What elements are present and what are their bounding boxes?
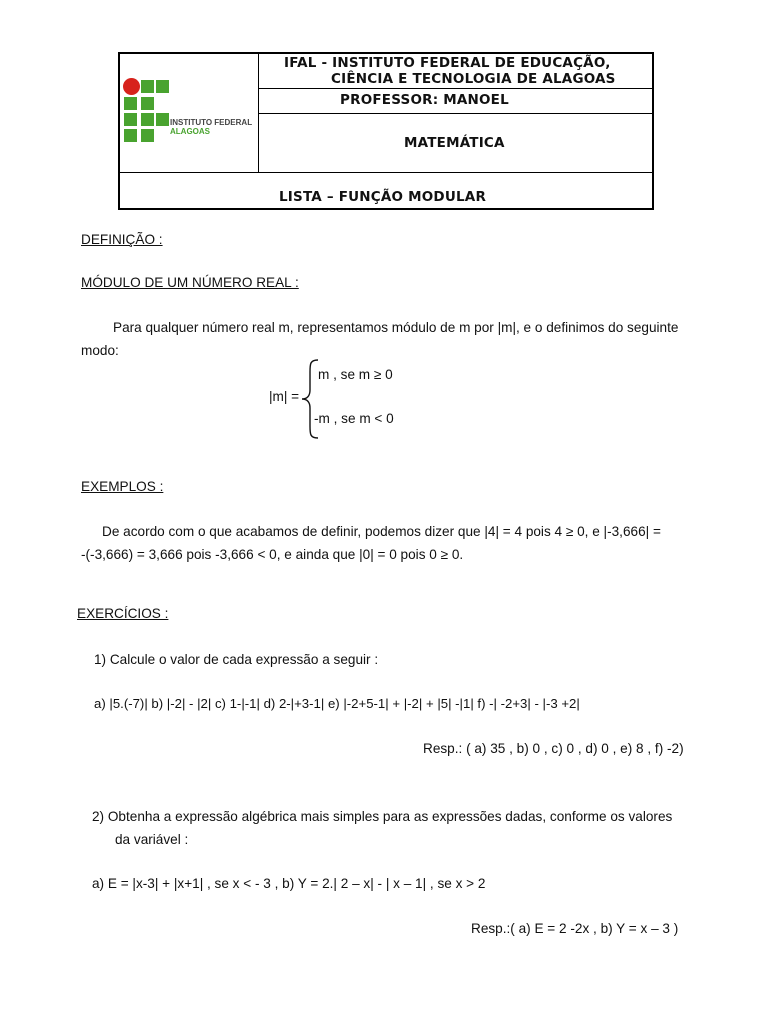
logo-square (156, 113, 169, 126)
list-title-cell (120, 173, 652, 208)
institute-name-line2: CIÊNCIA E TECNOLOGIA DE ALAGOAS (331, 71, 616, 87)
exercises-heading: EXERCÍCIOS : (77, 606, 169, 621)
module-heading: MÓDULO DE UM NÚMERO REAL : (81, 275, 299, 290)
list-title: LISTA – FUNÇÃO MODULAR (279, 189, 487, 205)
exercise1-answer: Resp.: ( a) 35 , b) 0 , c) 0 , d) 0 , e) 8 , f) -2) (423, 741, 684, 756)
exercise1-items: a) |5.(-7)| b) |-2| - |2| c) 1-|-1| d) 2-|+3-1| e) |-2+5-1| + |-2| + |5| -|1| f) -| -2+3| - |-3 +2| (94, 696, 580, 711)
exercise1-prompt: 1) Calcule o valor de cada expressão a seguir : (94, 652, 379, 667)
exercise2-answer: Resp.:( a) E = 2 -2x , b) Y = x – 3 ) (471, 921, 679, 936)
exercise2-items: a) E = |x-3| + |x+1| , se x < - 3 , b) Y = 2.| 2 – x| - | x – 1| , se x > 2 (92, 876, 486, 891)
formula-lhs: |m| = (269, 389, 300, 404)
exercise2-prompt-line1: 2) Obtenha a expressão algébrica mais simples para as expressões dadas, conforme os valores (92, 809, 673, 824)
examples-line1: De acordo com o que acabamos de definir, podemos dizer que |4| = 4 pois 4 ≥ 0, e |-3,666| = (102, 524, 661, 539)
logo-square (141, 129, 154, 142)
logo-text-line1: INSTITUTO FEDERAL (170, 118, 253, 127)
logo-red-dot (123, 78, 140, 95)
logo-cell (120, 54, 259, 173)
logo-square (156, 80, 169, 93)
professor-cell (259, 89, 652, 114)
logo-square (124, 97, 137, 110)
examples-heading: EXEMPLOS : (81, 479, 164, 494)
institute-cell (259, 54, 652, 89)
subject-name: MATEMÁTICA (404, 135, 505, 151)
logo-square (141, 113, 154, 126)
exercise2-prompt-line2: da variável : (115, 832, 189, 847)
definition-heading: DEFINIÇÃO : (81, 232, 163, 247)
logo-square (124, 129, 137, 142)
definition-paragraph-line1: Para qualquer número real m, representamos módulo de m por |m|, e o definimos do seguinte (113, 320, 679, 335)
institute-name-line1: IFAL - INSTITUTO FEDERAL DE EDUCAÇÃO, (284, 55, 611, 71)
examples-line2: -(-3,666) = 3,666 pois -3,666 < 0, e ainda que |0| = 0 pois 0 ≥ 0. (81, 547, 464, 562)
professor-name: PROFESSOR: MANOEL (340, 92, 509, 108)
header-table (118, 52, 654, 210)
formula-case-negative: -m , se m < 0 (314, 411, 394, 426)
subject-cell (259, 114, 652, 173)
logo-text-line2: ALAGOAS (170, 127, 210, 136)
logo-square (141, 97, 154, 110)
logo-square (141, 80, 154, 93)
definition-paragraph-line2: modo: (81, 343, 119, 358)
logo-square (124, 113, 137, 126)
formula-case-positive: m , se m ≥ 0 (318, 367, 393, 382)
